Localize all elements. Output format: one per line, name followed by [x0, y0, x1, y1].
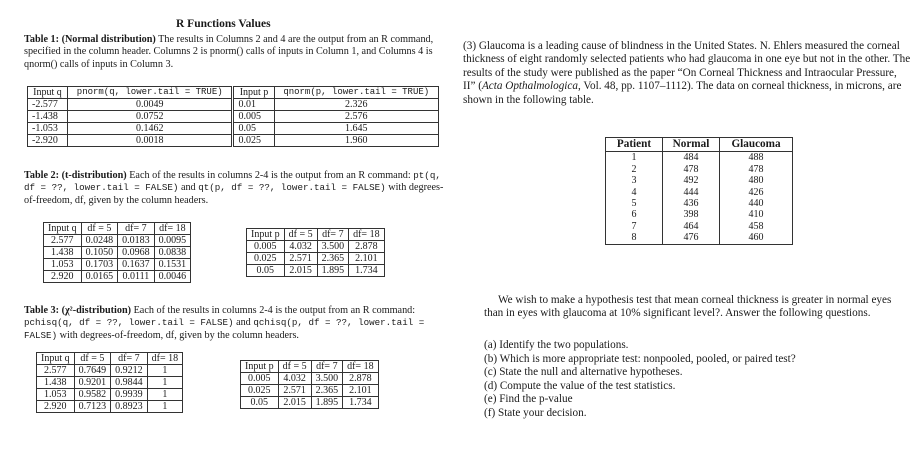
table-row: -2.577 0.0049 0.01 2.326 — [28, 99, 439, 111]
table2-header: df = 5 — [81, 223, 118, 235]
table3-header: df= 18 — [147, 353, 182, 365]
table1-header: pnorm(q, lower.tail = TRUE) — [67, 87, 233, 99]
table-row: 8 476 460 — [606, 232, 793, 244]
table-row: 0.005 4.032 3.500 2.878 — [247, 241, 385, 253]
table2-header: df= 7 — [317, 229, 349, 241]
table1-header: Input q — [28, 87, 68, 99]
table-row: 7 464 458 — [606, 221, 793, 232]
table2-header: Input p — [247, 229, 285, 241]
table3-header: df= 7 — [111, 353, 148, 365]
table1-normal — [27, 86, 439, 147]
table2-left — [43, 222, 191, 283]
table2-header: df= 7 — [118, 223, 155, 235]
table3-header: df = 5 — [74, 353, 111, 365]
table-row: 4 444 426 — [606, 187, 793, 198]
question-item: (c) State the null and alternative hypotheses. — [484, 366, 683, 379]
table-row: 1.053 0.9582 0.9939 1 — [37, 389, 183, 401]
table3-header: df= 18 — [343, 361, 378, 373]
table-row: 0.025 2.571 2.365 2.101 — [241, 385, 379, 397]
table-row: -1.053 0.1462 0.05 1.645 — [28, 123, 439, 135]
question-item: (a) Identify the two populations. — [484, 339, 629, 351]
table-row: 2.920 0.7123 0.8923 1 — [37, 401, 183, 413]
table2-header: df = 5 — [284, 229, 317, 241]
table3-header: df = 5 — [278, 361, 311, 373]
table3-header: Input p — [241, 361, 279, 373]
table-row: 1 484 488 — [606, 152, 793, 164]
patient-table-header: Glaucoma — [720, 138, 793, 152]
table-row: -1.438 0.0752 0.005 2.576 — [28, 111, 439, 123]
patient-table-header: Patient — [606, 138, 663, 152]
table-row: -2.920 0.0018 0.025 1.960 — [28, 135, 439, 147]
table-row: 0.05 2.015 1.895 1.734 — [241, 397, 379, 409]
table1-header: qnorm(p, lower.tail = TRUE) — [274, 87, 439, 99]
task-paragraph: We wish to make a hypothesis test that mean corneal thickness is greater in normal eyes than in eyes with glaucoma at 10% significant level?. Answer the following questions. — [484, 294, 892, 320]
problem-paragraph: (3) Glaucoma is a leading cause of blindness in the United States. N. Ehlers measured the corneal thickness of eight randomly selected patients who had glaucoma in one eye but not in the other. The results of the study were published as the paper “On Corneal Thickness and Intraocular Pressure, II” (Acta Opthalmologica, Vol. 48, pp. 1107–1112). The data on corneal thickness, in microns, are shown in the following table. — [463, 40, 911, 106]
table2-header: df= 18 — [349, 229, 384, 241]
question-list — [484, 339, 912, 421]
table1-header: Input p — [233, 87, 274, 99]
table3-right — [240, 360, 379, 409]
table-row: 0.005 4.032 3.500 2.878 — [241, 373, 379, 385]
table-row: 0.025 2.571 2.365 2.101 — [247, 253, 385, 265]
table-row: 5 436 440 — [606, 198, 793, 209]
table3-header: df= 7 — [311, 361, 343, 373]
table3-caption: Table 3: (χ²-distribution) Each of the results in columns 2-4 is the output from an R command: pchisq(q, df = ??, lower.tail = FALSE) and qchisq(p, df = ??, lower.tail = FALSE) with degrees-of-freedom, df, given by the column headers. — [24, 305, 425, 341]
table-row: 2.577 0.0248 0.0183 0.0095 — [44, 235, 191, 247]
table3-header: Input q — [37, 353, 75, 365]
patient-table — [605, 137, 793, 245]
question-item: (e) Find the p-value — [484, 393, 573, 406]
table-row: 1.053 0.1703 0.1637 0.1531 — [44, 259, 191, 271]
table-row: 2.577 0.7649 0.9212 1 — [37, 365, 183, 377]
table2-caption: Table 2: (t-distribution) Each of the results in columns 2-4 is the output from an R command: pt(q, df = ??, lower.tail = FALSE) and qt(p, df = ??, lower.tail = FALSE) with degrees-of-freedom, df, given by the column headers. — [24, 170, 444, 206]
question-item: (f) State your decision. — [484, 406, 587, 419]
question-item: (d) Compute the value of the test statistics. — [484, 379, 676, 392]
patient-table-header: Normal — [663, 138, 720, 152]
table2-header: Input q — [44, 223, 82, 235]
table2-header: df= 18 — [154, 223, 191, 235]
table-row: 2 478 478 — [606, 164, 793, 175]
table1-caption: Table 1: (Normal distribution) The results in Columns 2 and 4 are the output from an R command, specified in the column header. Columns 2 is pnorm() calls of inputs in Column 1, and Columns 4 is qnorm() calls of inputs in Column 3. — [24, 34, 434, 70]
table-row: 6 398 410 — [606, 209, 793, 220]
table-row: 1.438 0.1050 0.0968 0.0838 — [44, 247, 191, 259]
question-item: (b) Which is more appropriate test: nonpooled, pooled, or paired test? — [484, 352, 796, 365]
page-title: R Functions Values — [176, 18, 271, 30]
table3-left — [36, 352, 183, 413]
table2-right — [246, 228, 385, 277]
table-row: 0.05 2.015 1.895 1.734 — [247, 265, 385, 277]
table-row: 1.438 0.9201 0.9844 1 — [37, 377, 183, 389]
table-row: 3 492 480 — [606, 175, 793, 186]
table-row: 2.920 0.0165 0.0111 0.0046 — [44, 271, 191, 283]
